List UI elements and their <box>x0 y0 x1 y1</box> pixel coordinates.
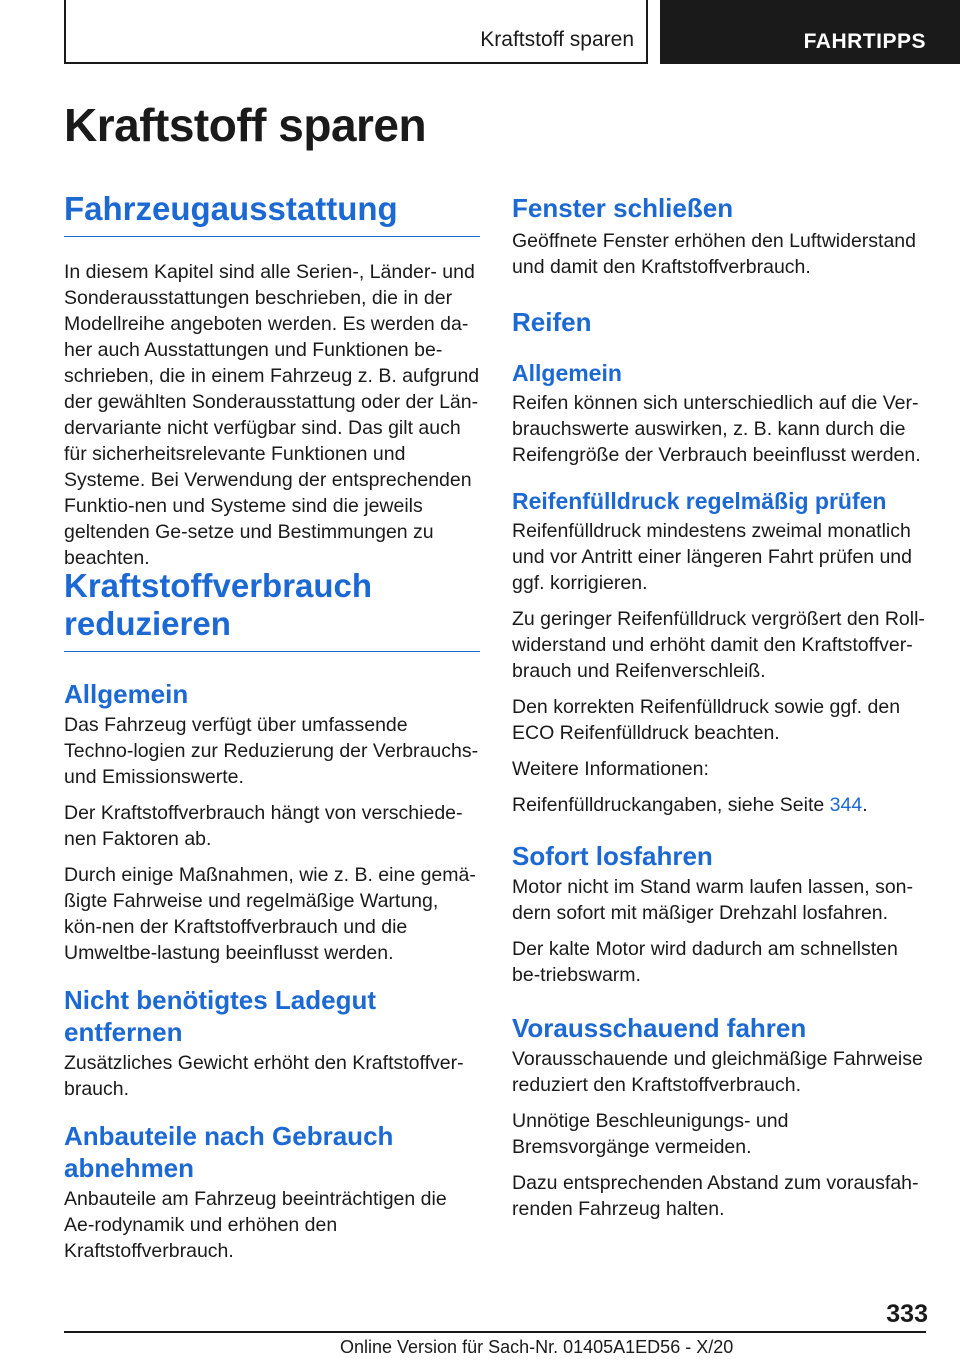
paragraph-equipment: In diesem Kapitel sind alle Serien-, Länder- und Sonderausstattungen beschrieben, die in der Modellreihe angeboten werden. Es werden da-her auch Ausstattungen und Funktionen be-schrieben, die in einem Fahrzeug z. B. aufgrund der gewählten Sonderausstattung oder der Län-dervariante nicht verfügbar sind. Das gilt auch für sicherheitsrelevante Funktionen und Systeme. Bei Verwendung der entsprechenden Funktio-nen und Systeme sind die jeweils geltenden Ge-setze und Bestimmungen zu beachten. <box>64 261 480 569</box>
heading-close-windows: Fenster schließen <box>512 193 734 223</box>
page-number: 333 <box>886 1300 928 1328</box>
heading-remove-load: Nicht benötigtes Ladegut entfernen <box>64 985 376 1047</box>
paragraph-drive-off-2: Der kalte Motor wird dadurch am schnellsten be-triebswarm. <box>512 938 898 986</box>
paragraph-tyre-pressure-4: Weitere Informationen: <box>512 758 709 780</box>
heading-remove-attachments: Anbauteile nach Gebrauch abnehmen <box>64 1121 394 1183</box>
paragraph-general-3: Durch einige Maßnahmen, wie z. B. eine gemä-ßigte Fahrweise und regelmäßige Wartung, kön-nen der Kraftstoffverbrauch und die Umweltbe-lastung beeinflusst werden. <box>64 864 476 964</box>
paragraph-general-2: Der Kraftstoffverbrauch hängt von verschiede-nen Faktoren ab. <box>64 802 463 850</box>
paragraph-anticipate-1: Vorausschauende und gleichmäßige Fahrweise reduziert den Kraftstoffverbrauch. <box>512 1048 923 1096</box>
paragraph-remove-load: Zusätzliches Gewicht erhöht den Kraftstoffver-brauch. <box>64 1052 464 1100</box>
heading-drive-off: Sofort losfahren <box>512 841 713 871</box>
paragraph-tyre-pressure-5 <box>512 792 930 818</box>
header-section-box <box>64 0 648 64</box>
footer-divider <box>64 1331 926 1333</box>
footer-version-text: Online Version für Sach-Nr. 01405A1ED56 - X/20 <box>340 1337 734 1357</box>
heading-reduce-consumption: Kraftstoffverbrauch reduzieren <box>64 567 480 652</box>
paragraph-tyre-pressure-1: Reifenfülldruck mindestens zweimal monatlich und vor Antritt einer längeren Fahrt prüfen und ggf. korrigieren. <box>512 520 912 594</box>
paragraph-tyre-pressure-3: Den korrekten Reifenfülldruck sowie ggf. den ECO Reifenfülldruck beachten. <box>512 696 901 744</box>
right-column <box>512 192 930 1222</box>
paragraph-anticipate-2: Unnötige Beschleunigungs- und Bremsvorgänge vermeiden. <box>512 1110 789 1158</box>
heading-tyre-pressure: Reifenfülldruck regelmäßig prüfen <box>512 488 887 514</box>
heading-tyres: Reifen <box>512 307 592 337</box>
paragraph-general-1: Das Fahrzeug verfügt über umfassende Techno-logien zur Reduzierung der Verbrauchs- und Emissionswerte. <box>64 714 479 788</box>
header-chapter-label: FAHRTIPPS <box>803 30 926 53</box>
heading-equipment: Fahrzeugausstattung <box>64 190 480 237</box>
page-reference-link[interactable]: 344 <box>829 794 863 816</box>
paragraph-tyres-general: Reifen können sich unterschiedlich auf die Ver-brauchswerte auswirken, z. B. kann durch die Reifengröße der Verbrauch beeinflusst werden. <box>512 392 921 466</box>
left-column <box>64 190 480 1262</box>
paragraph-tyre-pressure-2: Zu geringer Reifenfülldruck vergrößert den Roll-widerstand und erhöht damit den Kraftstoffver-brauch und Reifenverschleiß. <box>512 608 925 682</box>
header-chapter-box <box>660 0 960 64</box>
heading-tyres-general: Allgemein <box>512 360 622 386</box>
paragraph-close-windows: Geöffnete Fenster erhöhen den Luftwiderstand und damit den Kraftstoffverbrauch. <box>512 230 916 278</box>
paragraph-anticipate-3: Dazu entsprechenden Abstand zum vorausfah-renden Fahrzeug halten. <box>512 1172 919 1220</box>
heading-anticipate: Vorausschauend fahren <box>512 1013 807 1043</box>
reference-text: Reifenfülldruckangaben, siehe Seite <box>512 794 830 816</box>
paragraph-remove-attachments: Anbauteile am Fahrzeug beeinträchtigen die Ae-rodynamik und erhöhen den Kraftstoffverbrauch. <box>64 1188 447 1262</box>
reference-period: . <box>862 794 868 816</box>
header-section-title: Kraftstoff sparen <box>480 28 634 51</box>
paragraph-drive-off-1: Motor nicht im Stand warm laufen lassen, son-dern sofort mit mäßiger Drehzahl losfahren. <box>512 876 914 924</box>
heading-general: Allgemein <box>64 679 189 709</box>
page-title: Kraftstoff sparen <box>64 99 427 151</box>
